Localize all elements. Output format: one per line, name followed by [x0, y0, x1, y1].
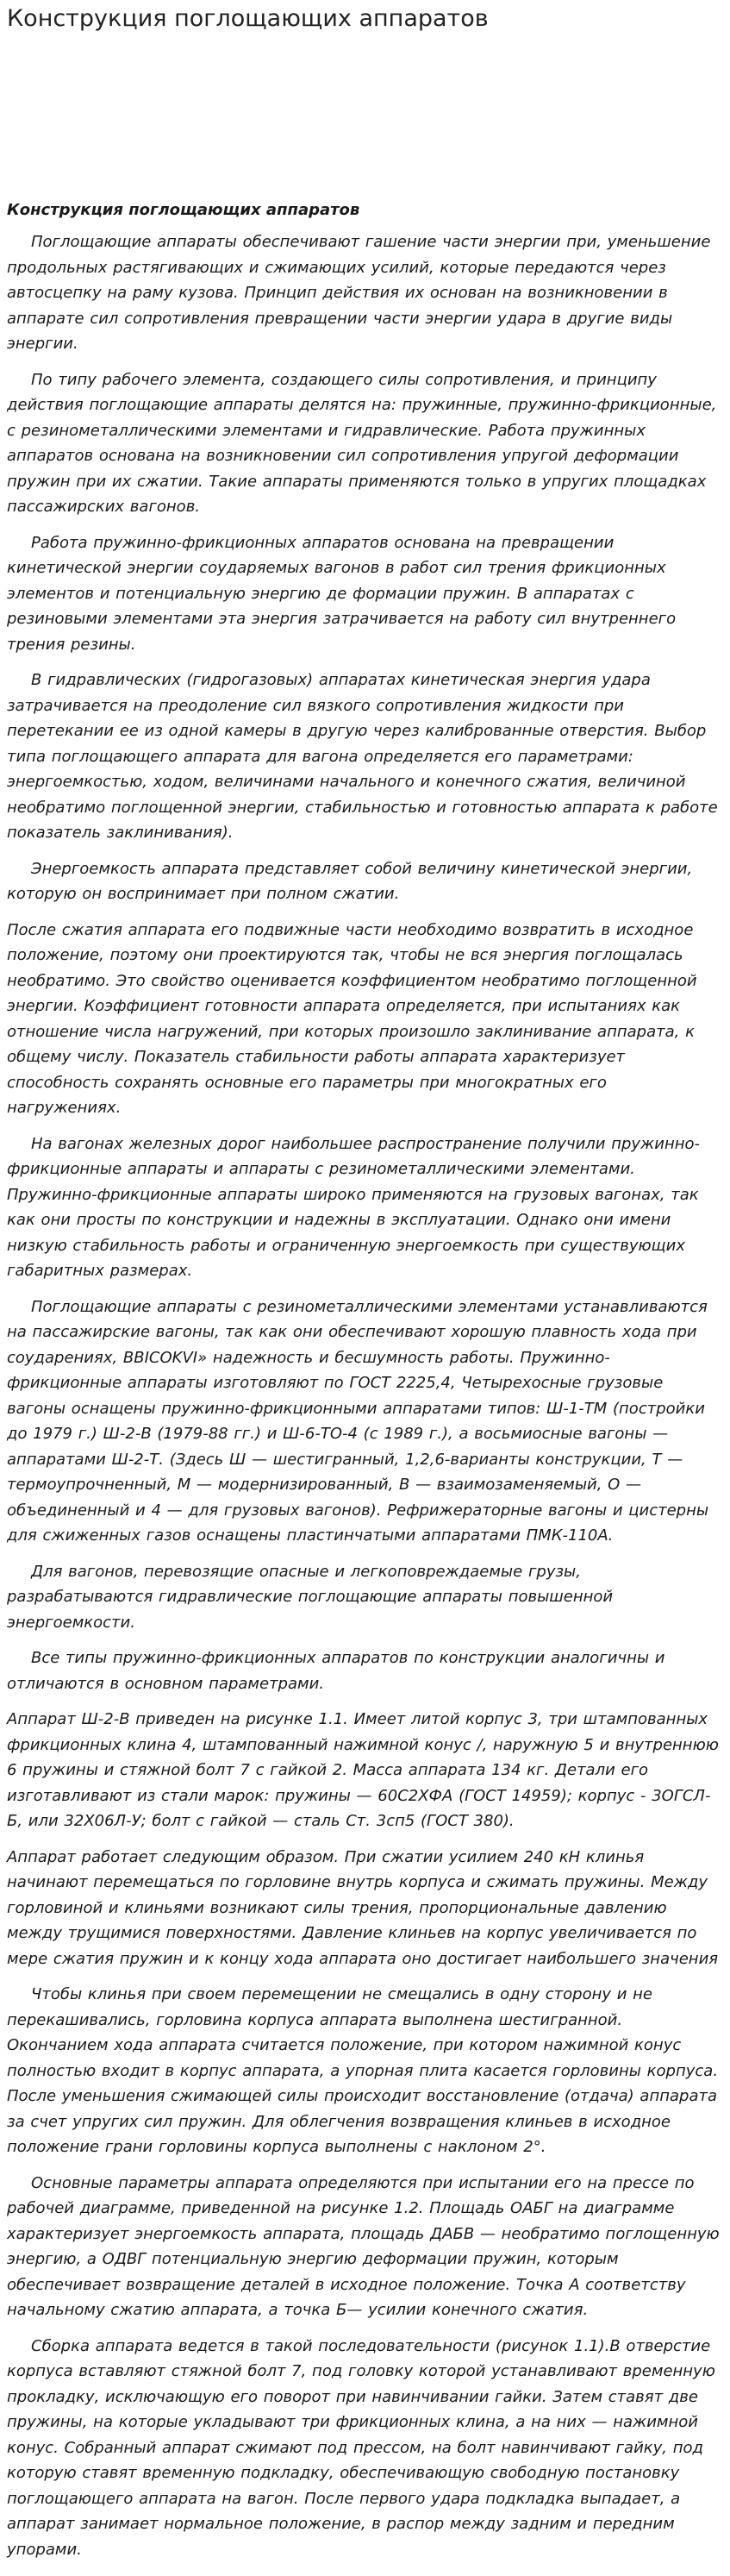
paragraph: По типу рабочего элемента, создающего силы сопротивления, и принципу действия поглощающие аппараты делятся на: пружинные, пружинно-фрикционные, с резинометаллическими элементами и гидравлические. Работа пружинных аппаратов основана на возникновении сил сопротивления упругой деформации пружин при их сжатии. Такие аппараты применяются только в упругих площадках пассажирских вагонов. [7, 370, 717, 516]
paragraph: На вагонах железных дорог наибольшее распространение получили пружинно-фрикционные аппараты и аппараты с резинометаллическими элементами. Пружинно-фрикционные аппараты широко применяются на грузовых вагонах, так как они просты по конструкции и надежны в эксплуатации. Однако они имени низкую стабильность работы и ограниченную энергоемкость при существующих габаритных размерах. [7, 1134, 701, 1280]
paragraph: Основные параметры аппарата определяются при испытании его на прессе по рабочей диаграмме, приведенной на рисунке 1.2. Площадь ОАБГ на диаграмме характеризует энергоемкость аппарата, площадь ДАБВ — необратимо поглощенную энергию, а ОДВГ потенциальную энергию деформации пружин, которым обеспечивает возвращение деталей в исходное положение. Точка А соответству начальному сжатию аппарата, а точка Б— усилии конечного сжатия. [7, 2173, 720, 2319]
paragraph: Аппарат Ш-2-В приведен на рисунке 1.1. Имеет литой корпус 3, три штампованных фрикционных клина 4, штампованный нажимной конус /, наружную 5 и внутреннюю 6 пружины и стяжной болт 7 с гайкой 2. Масса аппарата 134 кг. Детали его изготавливают из стали марок: пружины — 60С2ХФА (ГОСТ 14959); корпус - 3ОГСЛ-Б, или 32Х06Л-У; болт с гайкой — сталь Ст. 3сп5 (ГОСТ 380). [7, 1710, 719, 1830]
paragraph: После сжатия аппарата его подвижные части необходимо возвратить в исходное положение, поэтому они проектируются так, чтобы не вся энергия поглощалась необратимо. Это свойство оценивается коэффициентом необратимо поглощенной энергии. Коэффициент готовности аппарата определяется, при испытаниях как отношение числа нагружений, при которых произошло заклинивание аппарата, к общему числу. Показатель стабильности работы аппарата характеризует способность сохранять основные его параметры при многократных его нагружениях. [7, 920, 697, 1117]
paragraph: Энергоемкость аппарата представляет собой величину кинетической энергии, которую он воспринимает при полном сжатии. [7, 859, 693, 903]
paragraph: В гидравлических (гидрогазовых) аппаратах кинетическая энергия удара затрачивается на преодоление сил вязкого сопротивления жидкости при перетекании ее из одной камеры в другую через калиброванные отверстия. Выбор типа поглощающего аппарата для вагона определяется его параметрами: энергоемкостью, ходом, величинами начального и конечного сжатия, величиной необратимо поглощенной энергии, стабильностью и готовностью аппарата к работе показатель заклинивания). [7, 671, 718, 842]
paragraph: Все типы пружинно-фрикционных аппаратов по конструкции аналогичны и отличаются в основном параметрами. [7, 1649, 665, 1693]
paragraph: Аппарат работает следующим образом. При сжатии усилием 240 кН клинья начинают перемещаться по горловине внутрь корпуса и сжимать пружины. Между горловиной и клиньями возникают силы трения, пропорциональные давлению между трущимися поверхностями. Давление клиньев на корпус увеличивается по мере сжатия пружин и к концу хода аппарата оно достигает наибольшего значения [7, 1847, 719, 1968]
article [7, 200, 723, 2562]
paragraph: Для вагонов, перевозящие опасные и легкоповреждаемые грузы, разрабатываются гидравлические поглощающие аппараты повышенной энергоемкости. [7, 1562, 614, 1632]
section-heading: Конструкция поглощающих аппаратов [7, 201, 360, 219]
paragraph: Поглощающие аппараты обеспечивают гашение части энергии при, уменьшение продольных растягивающих и сжимающих усилий, которые передаются через автосцепку на раму кузова. Принцип действия их основан на возникновении в аппарате сил сопротивления превращении части энергии удара в другие виды энергии. [7, 233, 711, 353]
paragraph: Работа пружинно-фрикционных аппаратов основана на превращении кинетической энергии соударяемых вагонов в работ сил трения фрикционных элементов и потенциальную энергию де формации пружин. В аппаратах с резиновыми элементами эта энергия затрачивается на работу сил внутреннего трения резины. [7, 533, 677, 654]
paragraph: Сборка аппарата ведется в такой последовательности (рисунок 1.1).В отверстие корпуса вставляют стяжной болт 7, под головку которой устанавливают временную прокладку, исключающую его поворот при навинчивании гайки. Затем ставят две пружины, на которые укладывают три фрикционных клина, а на них — нажимной конус. Собранный аппарат сжимают под прессом, на болт навинчивают гайку, под которую ставят временную подкладку, обеспечивающую свободную постановку поглощающего аппарата на вагон. После первого удара подкладка выпадает, а аппарат занимает нормальное положение, в распор между задним и передним упорами. [7, 2336, 715, 2559]
blank-area [7, 33, 723, 200]
paragraph: Чтобы клинья при своем перемещении не смещались в одну сторону и не перекашивались, горловина корпуса аппарата выполнена шестигранной. Окончанием хода аппарата считается положение, при котором нажимной конус полностью входит в корпус аппарата, а упорная плита касается горловины корпуса. После уменьшения сжимающей силы происходит восстановление (отдача) аппарата за счет упругих сил пружин. Для облегчения возвращения клиньев в исходное положение грани горловины корпуса выполнены с наклоном 2°. [7, 1985, 719, 2156]
page-title: Конструкция поглощающих аппаратов [7, 5, 489, 32]
paragraph: Поглощающие аппараты с резинометаллическими элементами устанавливаются на пассажирские вагоны, так как они обеспечивают хорошую плавность хода при соударениях, BBICOKVI» надежность и бесшумность работы. Пружинно-фрикционные аппараты изготовляют по ГОСТ 2225,4, Четырехосные грузовые вагоны оснащены пружинно-фрикционными аппаратами типов: Ш-1-ТМ (постройки до 1979 г.) Ш-2-В (1979-88 гг.) и Ш-6-ТО-4 (с 1989 г.), а восьмиосные вагоны — аппаратами Ш-2-Т. (Здесь Ш — шестигранный, 1,2,6-варианты конструкции, Т — термоупрочненный, М — модернизированный, В — взаимозаменяемый, О — объединенный и 4 — для грузовых вагонов). Рефрижераторные вагоны и цистерны для сжиженных газов оснащены пластинчатыми аппаратами ПМК-110А. [7, 1297, 709, 1545]
